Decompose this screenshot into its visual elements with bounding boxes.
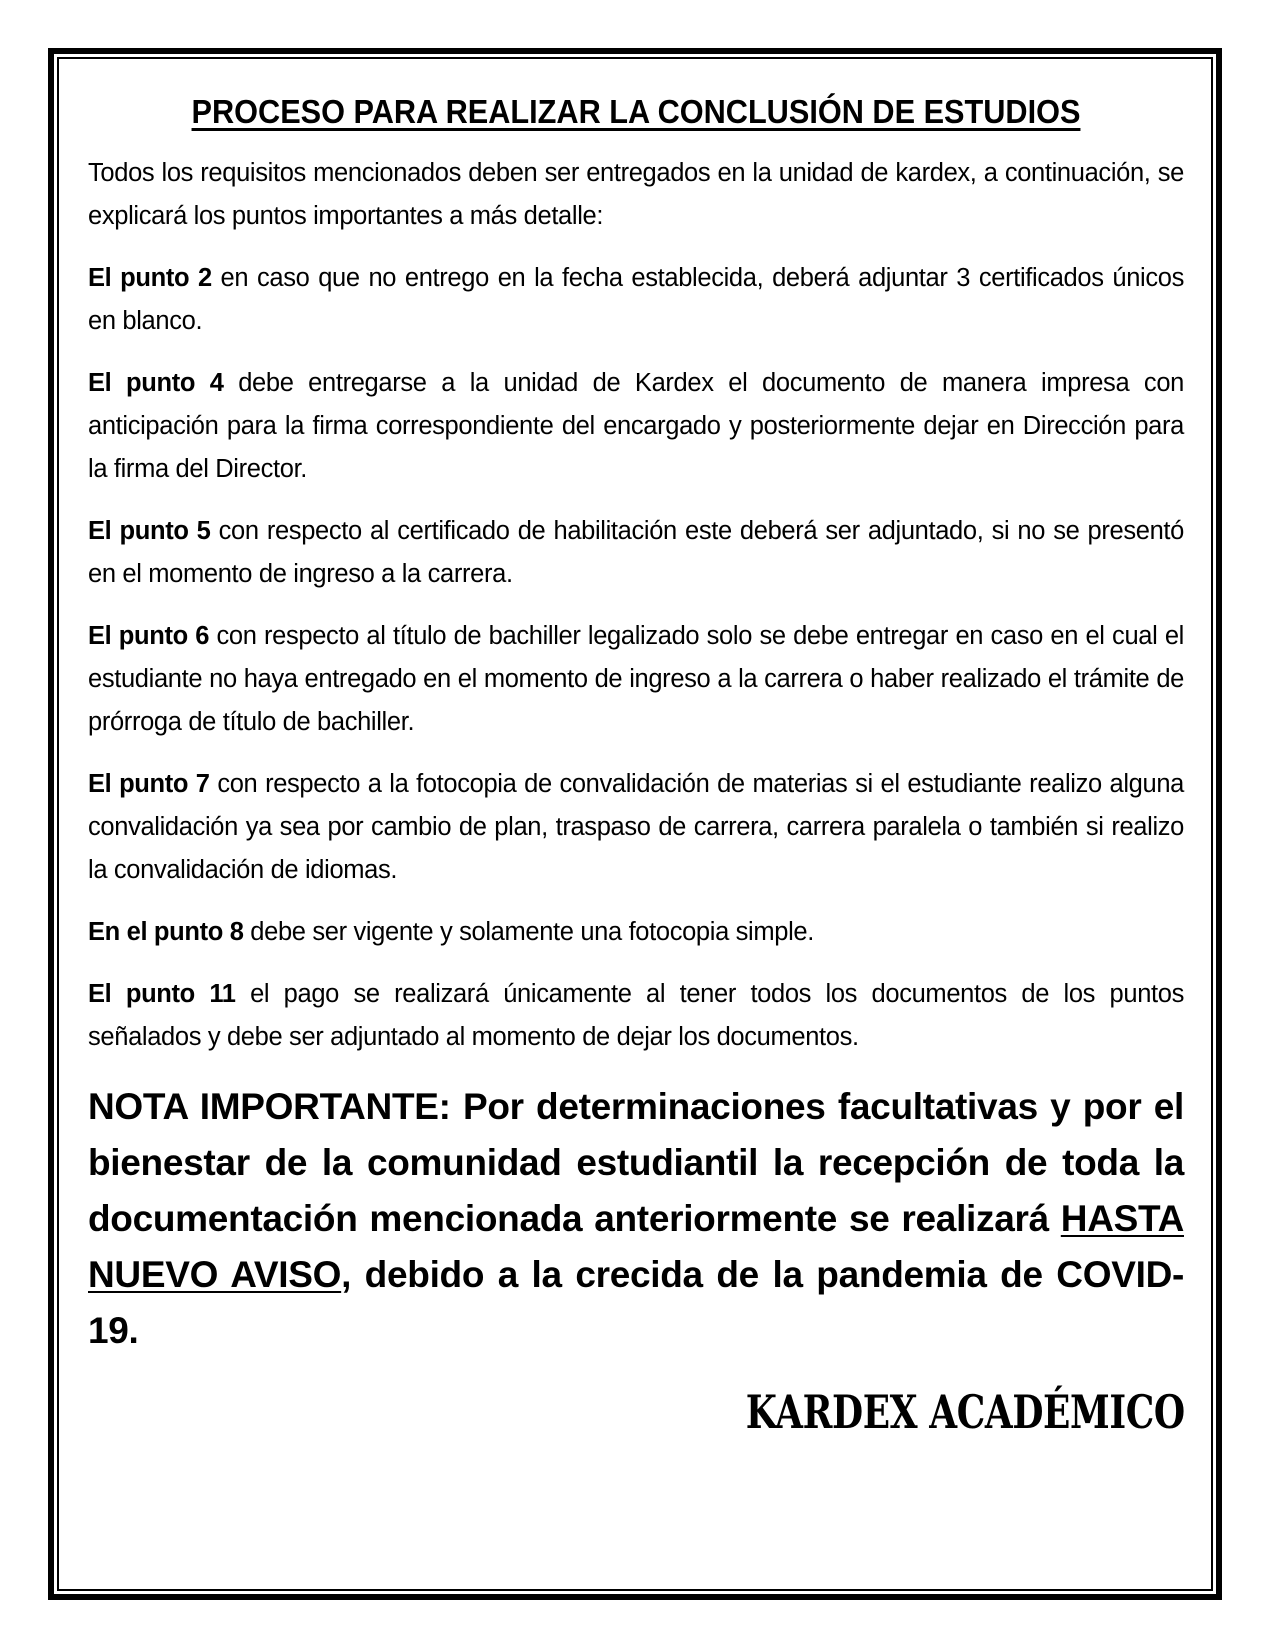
point-2-lead: El punto 2 (88, 264, 212, 292)
point-2-text: en caso que no entrego en la fecha establecida, deberá adjuntar 3 certificados únicos en blanco. (88, 264, 1184, 335)
point-2-paragraph (88, 257, 1184, 343)
point-6-paragraph (88, 615, 1184, 744)
point-4-lead: El punto 4 (88, 369, 224, 397)
point-11-text: el pago se realizará únicamente al tener todos los documentos de los puntos señalados y debe ser adjuntado al momento de dejar los documentos. (88, 980, 1184, 1051)
intro-paragraph: Todos los requisitos mencionados deben ser entregados en la unidad de kardex, a continuación, se explicará los puntos importantes a más detalle: (88, 159, 1184, 230)
point-7-paragraph (88, 763, 1184, 892)
point-7-text: con respecto a la fotocopia de convalidación de materias si el estudiante realizo alguna convalidación ya sea por cambio de plan, traspaso de carrera, carrera paralela o también si realizo la convalidación de idiomas. (88, 770, 1184, 884)
document-body (88, 92, 1184, 1359)
point-5-paragraph (88, 510, 1184, 596)
important-note-text-1: NOTA IMPORTANTE: Por determinaciones facultativas y por el bienestar de la comunidad estudiantil la recepción de toda la documentación mencionada anteriormente se realizará (88, 1086, 1184, 1239)
point-8-text: debe ser vigente y solamente una fotocopia simple. (243, 918, 814, 946)
point-6-lead: El punto 6 (88, 622, 210, 650)
page-title: PROCESO PARA REALIZAR LA CONCLUSIÓN DE ESTUDIOS (191, 93, 1081, 130)
important-note (88, 1079, 1184, 1359)
point-4-text: debe entregarse a la unidad de Kardex el documento de manera impresa con anticipación para la firma correspondiente del encargado y posteriormente dejar en Dirección para la firma del Director. (88, 369, 1184, 483)
point-8-paragraph (88, 911, 1184, 954)
point-4-paragraph (88, 362, 1184, 491)
point-6-text: con respecto al título de bachiller legalizado solo se debe entregar en caso en el cual el estudiante no haya entregado en el momento de ingreso a la carrera o haber realizado el trámite de prórroga de título de bachiller. (88, 622, 1184, 736)
point-8-lead: En el punto 8 (88, 918, 244, 946)
signature-kardex: KARDEX ACADÉMICO (746, 1385, 1185, 1439)
point-11-lead: El punto 11 (88, 980, 236, 1008)
point-5-lead: El punto 5 (88, 517, 211, 545)
point-11-paragraph (88, 973, 1184, 1059)
point-7-lead: El punto 7 (88, 770, 210, 798)
point-5-text: con respecto al certificado de habilitación este deberá ser adjuntado, si no se presentó en el momento de ingreso a la carrera. (88, 517, 1184, 588)
important-note-underlined: HASTA NUEVO AVISO (88, 1198, 1184, 1295)
important-note-text-2: , debido a la crecida de la pandemia de COVID-19. (88, 1254, 1185, 1351)
